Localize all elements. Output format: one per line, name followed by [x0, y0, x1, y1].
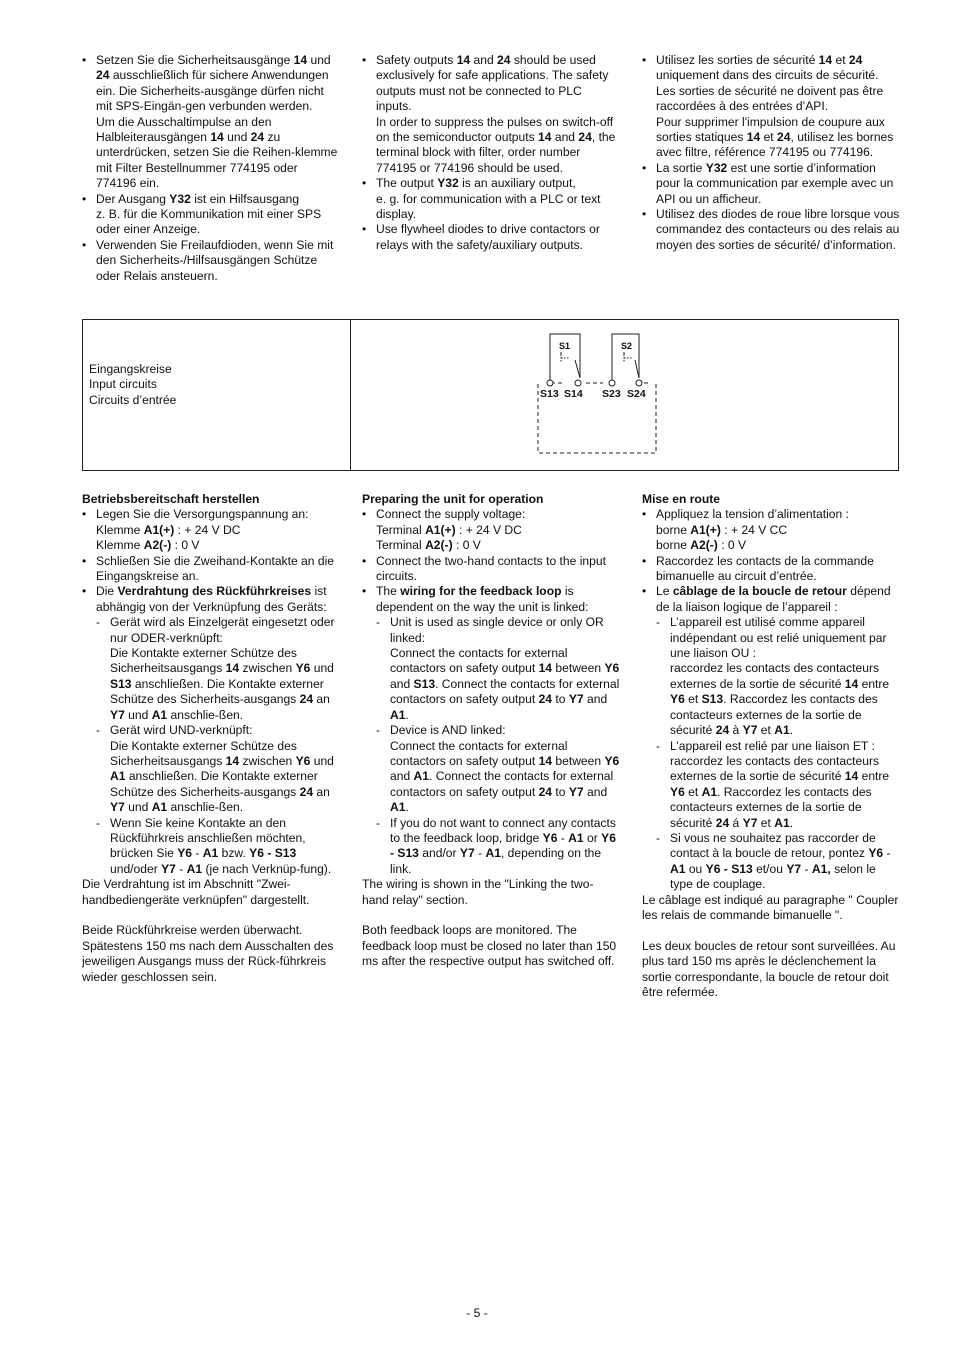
wiring-schematic [83, 320, 898, 470]
bold-term: 24 [715, 723, 730, 738]
list-item: • Use flywheel diodes to drive contactors or relays with the safety/auxiliary outputs. [362, 222, 620, 253]
bold-term: A1 [774, 815, 790, 830]
list-item: • Verwenden Sie Freilaufdioden, wenn Sie mit den Sicherheits-/Hilfsausgängen Schütze oder Relais ansteuern. [82, 238, 340, 284]
paragraph: Die Verdrahtung ist im Abschnitt "Zwei-handbediengeräte verknüpfen" dargestellt. [82, 877, 310, 907]
sublist-item: - Unit is used as single device or only OR linked: Connect the contacts for external contactors on safety output 14 between Y6 and S13. Connect the contacts for external contactors on safety output 24 to Y7 and A1. [376, 615, 620, 723]
sublist-item: - L’appareil est utilisé comme appareil indépendant ou est relié uniquement par une liaison OU : raccordez les contacts des contacteurs externes de la sortie de sécurité 14 entre Y6 et S13. Raccordez les contacts des contacteurs externes de la sortie de sécurité 24 à Y7 et A1. [656, 615, 900, 738]
bold-term: A1 [202, 846, 219, 861]
top-list-en [362, 53, 620, 253]
page-number: - 5 - [466, 1306, 488, 1320]
list-item: • Der Ausgang Y32 ist ein Hilfsausgang z. B. für die Kommunikation mit einer SPS oder einer Anzeige. [82, 192, 340, 238]
label-de: Eingangskreise [89, 362, 172, 376]
bold-term: Y6 [542, 830, 558, 845]
sublist-item: - Gerät wird als Einzelgerät eingesetzt oder nur ODER-verknüpft: Die Kontakte externer Schütze des Sicherheitsausgangs 14 zwischen Y6 und S13 anschließen. Die Kontakte externer Schütze des Sicherheits-ausgangs 24 an Y7 und A1 anschlie-ßen. [96, 615, 340, 723]
bold-term: 24 [538, 784, 553, 799]
bottom-column-de [82, 492, 340, 985]
section-title-en: Preparing the unit for operation [362, 492, 544, 506]
bold-term: S13 [701, 692, 724, 707]
bold-term: A1 [110, 769, 126, 784]
terminal-s13-label: S13 [540, 388, 559, 400]
bold-term: Y6 [604, 661, 620, 676]
bold-term: Y6 [295, 661, 311, 676]
bold-term: A1 [151, 707, 168, 722]
paragraph [82, 908, 340, 923]
bold-term: A2(-) [690, 538, 718, 553]
bold-term: Y6 [868, 846, 884, 861]
list-item: • Die Verdrahtung des Rückführkreises ist abhängig von der Verknüpfung des Geräts: - Gerät wird als Einzelgerät eingesetzt oder nur ODER-verknüpft: Die Kontakte externer Schütze des Sicherheitsausgangs 14 zwischen Y6 und S13 anschließen. Die Kontakte externer Schütze des Sicherheits-ausgangs 24 an Y7 und A1 anschlie-ßen. - Gerät wird UND-verknüpft: Die Kontakte externer Schütze des Sicherheitsausgangs 14 zwischen Y6 und A1 anschließen. Die Kontakte externer Schütze des Sicherheits-ausgangs 24 an Y7 und A1 anschlie-ßen. - Wenn Sie keine Kontakte an den Rückführkreis anschließen möchten, brücken Sie Y6 - A1 bzw. Y6 - S13 und/oder Y7 - A1 (je nach Verknüp-fung). [82, 584, 340, 877]
bold-term: 14 [538, 661, 553, 676]
bold-term: S13 [110, 676, 132, 691]
list-item: • Schließen Sie die Zweihand-Kontakte an die Eingangskreise an. [82, 554, 340, 585]
bold-term: Y7 [568, 784, 584, 799]
terminal-s24-dot [636, 380, 642, 386]
bold-term: Y7 [110, 707, 125, 722]
bold-term: Y6 [604, 753, 620, 768]
list-item: • Le câblage de la boucle de retour dépend de la liaison logique de l’appareil : - L’appareil est utilisé comme appareil indépendant ou est relié uniquement par une liaison OU : raccordez les contacts des contacteurs externes de la sortie de sécurité 14 entre Y6 et S13. Raccordez les contacts des contacteurs externes de la sortie de sécurité 24 à Y7 et A1. - L’appareil est relié par une liaison ET : raccordez les contacts des contacteurs externes de la sortie de sécurité 14 entre Y6 et A1. Raccordez les contacts des contacteurs externes de la sortie de sécurité 24 á Y7 et A1. - Si vous ne souhaitez pas raccorder de contact à la boucle de retour, pontez Y6 - A1 ou Y6 - S13 et/ou Y7 - A1, selon le type de couplage. [642, 584, 900, 892]
terminal-s23-dot [609, 380, 615, 386]
bullet-list [642, 507, 900, 892]
bold-term: A2(-) [425, 538, 453, 553]
sublist-item: - L’appareil est relié par une liaison ET : raccordez les contacts des contacteurs externes de la sortie de sécurité 14 entre Y6 et A1. Raccordez les contacts des contacteurs externes de la sortie de sécurité 24 á Y7 et A1. [656, 739, 900, 831]
bold-term: 24 [299, 692, 314, 707]
bold-term: 24 [538, 692, 553, 707]
bold-term: 24 [715, 815, 730, 830]
bold-term: A1 [568, 830, 584, 845]
list-item: • Utilisez les sorties de sécurité 14 et 24 uniquement dans des circuits de sécurité. Les sorties de sécurité ne doivent pas être raccordées à des entrées d’API. Pour supprimer l'impulsion de coupure aux sorties statiques 14 et 24, utilisez les bornes avec filtre, référence 774195 ou 774196. [642, 53, 900, 161]
bold-term: 14 [746, 130, 761, 145]
top-column-de [82, 53, 340, 284]
sublist-item: - Device is AND linked: Connect the contacts for external contactors on safety output 14 between Y6 and A1. Connect the contacts for external contactors on safety output 24 to Y7 and A1. [376, 723, 620, 815]
bold-term: 14 [538, 130, 552, 145]
bold-term: 24 [578, 130, 592, 145]
list-item: • Setzen Sie die Sicherheitsausgänge 14 und 24 ausschließlich für sichere Anwendungen ein. Die Sicherheits-ausgänge dürfen nicht mit SPS-Eingän-gen verbunden werden. Um die Ausschaltimpulse an den Halbleiterausgängen 14 und 24 zu unterdrücken, setzen Sie die Reihen-klemme mit Filter Bestellnummer 774195 oder 774196 ein. [82, 53, 340, 192]
bold-term: 14 [293, 53, 308, 67]
sublist-item: - If you do not want to connect any contacts to the feedback loop, bridge Y6 - A1 or Y6 - S13 and/or Y7 - A1, depending on the link. [376, 816, 620, 878]
bold-term: A1 [151, 800, 168, 815]
input-circuits-diagram [82, 319, 899, 471]
paragraph: Le câblage est indiqué au paragraphe " Coupler les relais de commande bimanuelle ". [642, 892, 899, 922]
bold-term: A1 [701, 784, 718, 799]
bold-term: 24 [96, 68, 110, 83]
label-en: Input circuits [89, 377, 157, 392]
bold-term: Y6 [177, 846, 193, 861]
top-list-de [82, 53, 340, 284]
bold-term: Y6 - S13 [705, 861, 753, 876]
bold-term: Y6 [295, 753, 311, 768]
paragraph [362, 908, 620, 923]
label-fr: Circuits d’entrée [89, 392, 177, 407]
bold-term: Y7 [459, 846, 475, 861]
top-column-fr [642, 53, 900, 253]
dash-sublist [96, 615, 340, 877]
list-item: • Safety outputs 14 and 24 should be used exclusively for safe applications. The safety outputs must not be connected to PLC inputs. In order to suppress the pulses on switch-off on the semiconductor outputs 14 and 24, the terminal block with filter, order number 774195 or 774196 should be used. [362, 53, 620, 176]
bold-term: A1 [390, 707, 406, 722]
section-body-en [362, 507, 620, 969]
bold-term: 14 [844, 769, 859, 784]
list-item: • Connect the supply voltage: Terminal A1(+) : + 24 V DC Terminal A2(-) : 0 V [362, 507, 620, 553]
list-item: • Connect the two-hand contacts to the input circuits. [362, 554, 620, 585]
bullet-list [82, 507, 340, 877]
bold-term: A1 [186, 861, 203, 876]
bold-term: wiring for the feedback loop [400, 584, 562, 599]
bold-term: A1(+) [690, 522, 721, 537]
dash-sublist [656, 615, 900, 892]
bold-term: 24 [777, 130, 791, 145]
bold-term: A1, [811, 861, 831, 876]
bold-term: Y7 [742, 723, 758, 738]
paragraph [642, 923, 900, 938]
bold-term: Y32 [705, 160, 728, 175]
section-title-de: Betriebsbereitschaft herstellen [82, 492, 260, 506]
bottom-column-en [362, 492, 620, 970]
bold-term: Y7 [742, 815, 758, 830]
bold-term: Verdrahtung des Rückführkreises [117, 584, 312, 599]
list-item: • The wiring for the feedback loop is dependent on the way the unit is linked: - Unit is used as single device or only OR linked: Connect the contacts for external contactors on safety output 14 between Y6 and S13. Connect the contacts for external contactors on safety output 24 to Y7 and A1. - Device is AND linked: Connect the contacts for external contactors on safety output 14 between Y6 and A1. Connect the contacts for external contactors on safety output 24 to Y7 and A1. - If you do not want to connect any contacts to the feedback loop, bridge Y6 - A1 or Y6 - S13 and/or Y7 - A1, depending on the link. [362, 584, 620, 877]
bold-term: 14 [225, 661, 240, 676]
section-title-fr: Mise en route [642, 492, 720, 506]
bold-term: Y32 [169, 191, 191, 206]
bold-term: 24 [497, 53, 511, 67]
section-body-fr [642, 507, 900, 1000]
bold-term: A1 [670, 861, 686, 876]
bottom-column-fr [642, 492, 900, 1000]
list-item: • Legen Sie die Versorgungspannung an: Klemme A1(+) : + 24 V DC Klemme A2(-) : 0 V [82, 507, 340, 553]
bold-term: A1 [774, 723, 790, 738]
bold-term: 14 [456, 53, 471, 67]
terminal-s14-dot [575, 380, 581, 386]
paragraph: Beide Rückführkreise werden überwacht. Spätestens 150 ms nach dem Ausschalten des jeweiligen Ausgangs muss der Rück-führkreis wieder geschlossen sein. [82, 923, 334, 984]
paragraph: The wiring is shown in the "Linking the two-hand relay" section. [362, 877, 594, 907]
dash-sublist [376, 615, 620, 877]
terminal-s14-label: S14 [564, 388, 583, 400]
switch-s1-label: S1 [559, 341, 571, 351]
bold-term: A2(-) [143, 538, 172, 553]
bold-term: câblage de la boucle de retour [672, 584, 847, 599]
sublist-item: - Wenn Sie keine Kontakte an den Rückführkreis anschließen möchten, brücken Sie Y6 - A1 bzw. Y6 - S13 und/oder Y7 - A1 (je nach Verknüp-fung). [96, 816, 340, 878]
list-item: • The output Y32 is an auxiliary output, e. g. for communication with a PLC or text display. [362, 176, 620, 222]
section-body-de [82, 507, 340, 985]
bold-term: 14 [225, 753, 240, 768]
top-column-en [362, 53, 620, 253]
terminal-s23-label: S23 [602, 388, 621, 400]
bold-term: Y32 [437, 176, 459, 191]
bold-term: Y6 - S13 [390, 830, 616, 861]
bold-term: S13 [413, 676, 436, 691]
sublist-item: - Si vous ne souhaitez pas raccorder de contact à la boucle de retour, pontez Y6 - A1 ou Y6 - S13 et/ou Y7 - A1, selon le type de couplage. [656, 831, 900, 893]
list-item: • La sortie Y32 est une sortie d’information pour la communication par exemple avec un API ou un afficheur. [642, 161, 900, 207]
sublist-item: - Gerät wird UND-verknüpft: Die Kontakte externer Schütze des Sicherheitsausgangs 14 zwischen Y6 und A1 anschließen. Die Kontakte externer Schütze des Sicherheits-ausgangs 24 an Y7 und A1 anschlie-ßen. [96, 723, 340, 815]
paragraph: Both feedback loops are monitored. The feedback loop must be closed no later than 150 ms after the respective output has switched off. [362, 923, 617, 969]
bold-term: A1 [390, 800, 406, 815]
bold-term: Y7 [161, 861, 176, 876]
list-item: • Raccordez les contacts de la commande bimanuelle au circuit d’entrée. [642, 554, 900, 585]
bold-term: 24 [299, 784, 314, 799]
bold-term: Y6 [670, 692, 685, 707]
bold-term: Y7 [110, 800, 125, 815]
bold-term: A1 [485, 846, 501, 861]
bold-term: Y7 [786, 861, 802, 876]
terminal-s24-label: S24 [627, 388, 646, 400]
list-item: • Appliquez la tension d’alimentation : borne A1(+) : + 24 V CC borne A2(-) : 0 V [642, 507, 900, 553]
bold-term: A1 [413, 769, 430, 784]
bold-term: 24 [250, 130, 265, 145]
terminal-s13-dot [547, 380, 553, 386]
bold-term: 14 [210, 130, 224, 145]
bold-term: A1(+) [143, 522, 175, 537]
switch-s2-label: S2 [621, 341, 633, 351]
bold-term: Y6 [670, 784, 685, 799]
bold-term: 24 [848, 53, 863, 67]
bullet-list [362, 507, 620, 877]
paragraph: Les deux boucles de retour sont surveillées. Au plus tard 150 ms après le déclenchement la sortie correspondante, la boucle de retour doit être refermée. [642, 938, 896, 999]
bold-term: 14 [818, 53, 833, 67]
bold-term: Y6 - S13 [249, 846, 297, 861]
bold-term: Y7 [568, 692, 584, 707]
bold-term: 14 [538, 753, 553, 768]
bold-term: A1(+) [425, 522, 456, 537]
bold-term: 14 [844, 676, 859, 691]
top-list-fr [642, 53, 900, 253]
list-item: • Utilisez des diodes de roue libre lorsque vous commandez des contacteurs ou des relais au moyen des sorties de sécurité/ d’information. [642, 207, 900, 253]
